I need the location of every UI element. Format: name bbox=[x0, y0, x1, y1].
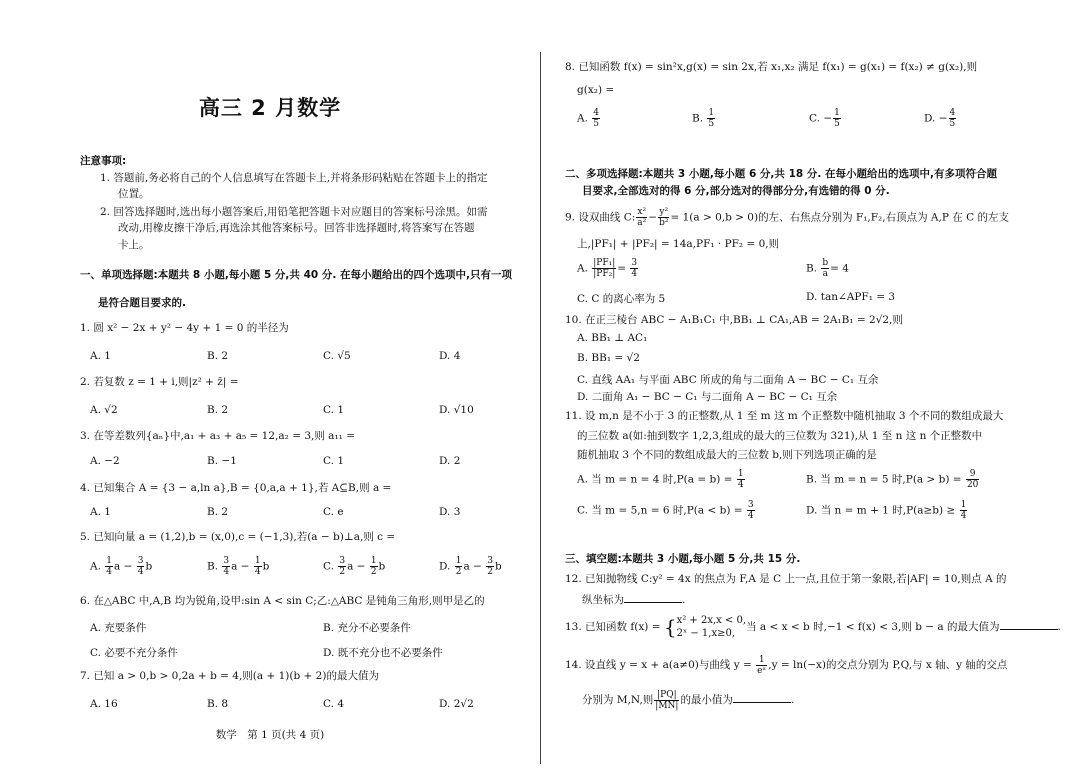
option[interactable]: A. 1 bbox=[90, 350, 111, 362]
question-stem: 13. 已知函数 f(x) = { x² + 2x,x < 0, 2ˣ − 1,x≥0, 当 a < x < b 时,−1 < f(x) < 3,则 b − a 的最大值为 . bbox=[565, 615, 1061, 639]
question-stem: 随机抽取 3 个不同的数组成最大的三位数 b,则下列选项正确的是 bbox=[577, 449, 877, 461]
option[interactable]: C. 1 bbox=[323, 455, 345, 467]
question-stem: 3. 在等差数列{aₙ}中,a₁ + a₃ + a₅ = 12,a₂ = 3,则 a₁₁ = bbox=[80, 430, 355, 442]
option[interactable]: A. 当 m = n = 4 时,P(a = b) = $\frac{1}{4}$ bbox=[577, 469, 744, 490]
option[interactable]: B. 当 m = n = 5 时,P(a > b) = $\frac{9}{20}$ bbox=[806, 469, 979, 490]
notice-line: 2. 回答选择题时,选出每小题答案后,用铅笔把答题卡对应题目的答案标号涂黑。如需 bbox=[100, 206, 488, 218]
section-heading: 三、填空题:本题共 3 小题,每小题 5 分,共 15 分. bbox=[565, 553, 801, 565]
option[interactable]: C. 当 m = 5,n = 6 时,P(a < b) = $\frac{3}{4}$ bbox=[577, 500, 754, 521]
option[interactable]: C. 必要不充分条件 bbox=[90, 647, 178, 659]
right-column bbox=[540, 0, 1080, 782]
option[interactable]: D. 4 bbox=[439, 350, 461, 362]
option[interactable]: A. 1 bbox=[90, 506, 111, 518]
option[interactable]: A. 16 bbox=[90, 698, 118, 710]
section-heading: 二、多项选择题:本题共 3 小题,每小题 6 分,共 18 分. 在每小题给出的选项中,有多项符合题 bbox=[565, 168, 997, 180]
option[interactable]: D. tan∠APF₁ = 3 bbox=[806, 291, 896, 303]
option[interactable]: D. $\frac{1}{2}$ a − $\frac{3}{2}$ b bbox=[439, 556, 502, 577]
question-stem: 1. 圆 x² − 2x + y² − 4y + 1 = 0 的半径为 bbox=[80, 322, 289, 334]
question-stem: 8. 已知函数 f(x) = sin²x,g(x) = sin 2x,若 x₁,x₂ 满足 f(x₁) = g(x₁) = f(x₂) ≠ g(x₂),则 bbox=[565, 61, 978, 73]
answer-blank[interactable] bbox=[624, 592, 682, 603]
question-stem: 9. 设双曲线 C: $\frac{\text{x²}}{\text{a²}}$ − $\frac{\text{y²}}{\text{b²}}$ = 1(a > 0,b > 0)的左、右焦点分别为 F₁,F₂,右顶点为 A,P 在 C 的左支 bbox=[565, 207, 1009, 228]
question-stem: 上,|PF₁| + |PF₂| = 14a,PF₁ · PF₂ = 0,则 bbox=[577, 238, 780, 250]
option[interactable]: A. $\frac{4}{5}$ bbox=[577, 108, 599, 129]
question-stem: 2. 若复数 z = 1 + i,则|z² + z̄| = bbox=[80, 376, 239, 388]
option[interactable]: B. BB₁ = √2 bbox=[577, 352, 640, 364]
notice-line: 1. 答题前,务必将自己的个人信息填写在答题卡上,并将条形码粘贴在答题卡上的指定 bbox=[100, 172, 488, 184]
option[interactable]: C. 1 bbox=[323, 404, 345, 416]
option[interactable]: D. 既不充分也不必要条件 bbox=[323, 647, 443, 659]
option[interactable]: B. 充分不必要条件 bbox=[323, 622, 411, 634]
option[interactable]: D. 当 n = m + 1 时,P(a≥b) ≥ $\frac{1}{4}$ bbox=[806, 500, 967, 521]
option[interactable]: D. − $\frac{4}{5}$ bbox=[924, 108, 956, 129]
option[interactable]: B. −1 bbox=[207, 455, 237, 467]
option[interactable]: C. C 的离心率为 5 bbox=[577, 293, 666, 305]
question-stem: 4. 已知集合 A = {3 − a,ln a},B = {0,a,a + 1},若 A⊆B,则 a = bbox=[80, 482, 392, 494]
question-stem: 的三位数 a(如:抽到数字 1,2,3,组成的最大的三位数为 321),从 1 至 n 这 n 个正整数中 bbox=[577, 430, 983, 442]
option[interactable]: B. 2 bbox=[207, 350, 229, 362]
option[interactable]: A. 充要条件 bbox=[90, 622, 147, 634]
section-heading: 是符合题目要求的. bbox=[98, 297, 186, 309]
option[interactable]: A. BB₁ ⊥ AC₁ bbox=[577, 332, 648, 344]
question-stem: 5. 已知向量 a = (1,2),b = (x,0),c = (−1,3),若(a − b)⊥a,则 c = bbox=[80, 531, 396, 543]
option[interactable]: D. √10 bbox=[439, 404, 474, 416]
question-stem: 12. 已知抛物线 C:y² = 4x 的焦点为 F,A 是 C 上一点,且位于第一象限,若|AF| = 10,则点 A 的 bbox=[565, 573, 1007, 585]
answer-blank[interactable] bbox=[733, 692, 791, 703]
question-stem: 纵坐标为 . bbox=[582, 594, 686, 606]
option[interactable]: C. e bbox=[323, 506, 344, 518]
page-title: 高三 2 月数学 bbox=[198, 96, 342, 120]
question-stem: 11. 设 m,n 是不小于 3 的正整数,从 1 至 m 这 m 个正整数中随机抽取 3 个不同的数组成最大 bbox=[565, 410, 1004, 422]
option[interactable]: C. − $\frac{1}{5}$ bbox=[809, 108, 840, 129]
question-stem: g(x₂) = bbox=[577, 84, 615, 96]
option[interactable]: D. 3 bbox=[439, 506, 461, 518]
question-stem: 分别为 M,N,则 $\frac{|PQ|}{|MN|}$ 的最小值为 . bbox=[582, 689, 795, 711]
option[interactable]: C. √5 bbox=[323, 350, 351, 362]
question-stem: 10. 在正三棱台 ABC − A₁B₁C₁ 中,BB₁ ⊥ CA₁,AB = 2A₁B₁ = 2√2,则 bbox=[565, 314, 903, 326]
option[interactable]: B. $\frac{1}{5}$ bbox=[692, 108, 715, 129]
question-stem: 14. 设直线 y = x + a(a≠0)与曲线 y = $\frac{1}{\text{eˣ}}$ ,y = ln(−x)的交点分别为 P,Q,与 x 轴、y 轴的交点 bbox=[565, 654, 1008, 676]
option[interactable]: A. $\frac{1}{4}$ a − $\frac{3}{4}$ b bbox=[90, 556, 153, 577]
notice-line: 卡上。 bbox=[118, 239, 150, 251]
option[interactable]: D. 2 bbox=[439, 455, 461, 467]
notice-line: 改动,用橡皮擦干净后,再选涂其他答案标号。回答非选择题时,将答案写在答题 bbox=[118, 222, 475, 234]
option[interactable]: C. 4 bbox=[323, 698, 345, 710]
option[interactable]: B. $\frac{b}{a}$ = 4 bbox=[806, 258, 849, 279]
page-footer: 数学 第 1 页(共 4 页) bbox=[215, 729, 325, 741]
option[interactable]: A. √2 bbox=[90, 404, 118, 416]
notice-line: 位置。 bbox=[118, 188, 150, 200]
option[interactable]: A. −2 bbox=[90, 455, 120, 467]
option[interactable]: D. 2√2 bbox=[439, 698, 474, 710]
option[interactable]: D. 二面角 A₁ − BC − C₁ 与二面角 A − BC − C₁ 互余 bbox=[577, 391, 838, 403]
option[interactable]: B. $\frac{3}{4}$ a − $\frac{1}{4}$ b bbox=[207, 556, 270, 577]
option[interactable]: B. 2 bbox=[207, 506, 229, 518]
section-heading: 一、单项选择题:本题共 8 小题,每小题 5 分,共 40 分. 在每小题给出的四个选项中,只有一项 bbox=[80, 269, 512, 281]
section-heading: 目要求,全部选对的得 6 分,部分选对的得部分分,有选错的得 0 分. bbox=[582, 185, 890, 197]
answer-blank[interactable] bbox=[1000, 619, 1058, 630]
option[interactable]: B. 2 bbox=[207, 404, 229, 416]
option[interactable]: A. $\frac{\text{|PF₁|}}{\text{|PF₂|}}$ = $\frac{3}{4}$ bbox=[577, 258, 638, 279]
option[interactable]: C. 直线 AA₁ 与平面 ABC 所成的角与二面角 A − BC − C₁ 互余 bbox=[577, 374, 879, 386]
question-stem: 6. 在△ABC 中,A,B 均为锐角,设甲:sin A < sin C;乙:△ABC 是钝角三角形,则甲是乙的 bbox=[80, 595, 485, 607]
notice-heading: 注意事项: bbox=[80, 155, 127, 167]
option[interactable]: C. $\frac{3}{2}$ a − $\frac{1}{2}$ b bbox=[323, 556, 386, 577]
option[interactable]: B. 8 bbox=[207, 698, 229, 710]
question-stem: 7. 已知 a > 0,b > 0,2a + b = 4,则(a + 1)(b + 2)的最大值为 bbox=[80, 670, 379, 682]
